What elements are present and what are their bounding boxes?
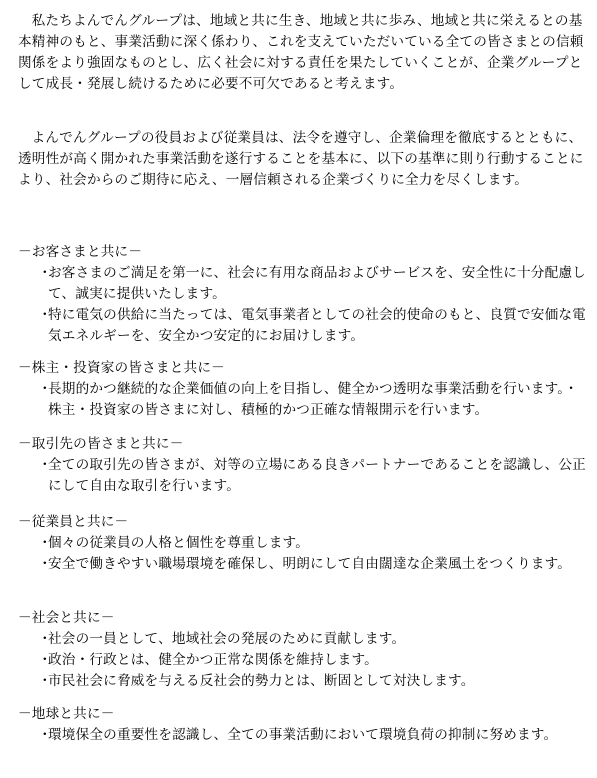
section-customers <box>18 242 588 347</box>
list-item-text: 長期的かつ継続的な企業価値の向上を目指し、健全かつ透明な事業活動を行います。・株主・投資家の皆さまに対し、積極的かつ正確な情報開示を行います。 <box>48 381 579 418</box>
section-heading: －お客さまと共に－ <box>18 244 143 260</box>
bullet-mark: ・ <box>38 535 52 551</box>
list-item-text: 特に電気の供給に当たっては、電気事業者としての社会的使命のもと、良質で安価な電気エネルギーを、安全かつ安定的にお届けします。 <box>48 307 586 344</box>
section-shareholders <box>18 358 588 421</box>
list-item-text: お客さまのご満足を第一に、社会に有用な商品およびサービスを、安全性に十分配慮して、誠実に提供いたします。 <box>48 265 586 302</box>
list-item <box>18 305 588 347</box>
bullet-mark: ・ <box>38 457 52 473</box>
section-heading: －地球と共に－ <box>18 706 115 722</box>
bullet-list <box>18 725 588 746</box>
bullet-mark: ・ <box>38 652 52 668</box>
list-item <box>18 671 588 692</box>
list-item <box>18 379 588 421</box>
list-item <box>18 725 588 746</box>
list-item-text: 全ての取引先の皆さまが、対等の立場にある良きパートナーであることを認識し、公正にして自由な取引を行います。 <box>48 457 586 494</box>
section-heading: －株主・投資家の皆さまと共に－ <box>18 360 225 376</box>
bullet-mark: ・ <box>38 673 52 689</box>
bullet-list <box>18 533 588 575</box>
list-item <box>18 629 588 650</box>
bullet-list <box>18 263 588 347</box>
list-item <box>18 455 588 497</box>
bullet-mark: ・ <box>38 381 52 397</box>
list-item <box>18 533 588 554</box>
list-item-text: 安全で働きやすい職場環境を確保し、明朗にして自由闊達な企業風土をつくります。 <box>48 556 572 572</box>
bullet-mark: ・ <box>38 556 52 572</box>
section-earth <box>18 704 588 746</box>
section-heading: －社会と共に－ <box>18 610 115 626</box>
list-item-text: 政治・行政とは、健全かつ正常な関係を維持します。 <box>48 652 378 668</box>
bullet-list <box>18 455 588 497</box>
bullet-list <box>18 379 588 421</box>
list-item <box>18 554 588 575</box>
section-heading: －従業員と共に－ <box>18 514 129 530</box>
section-heading: －取引先の皆さまと共に－ <box>18 436 184 452</box>
bullet-mark: ・ <box>38 265 52 281</box>
section-employees <box>18 512 588 575</box>
section-partners <box>18 434 588 497</box>
section-society <box>18 608 588 692</box>
bullet-mark: ・ <box>38 727 52 743</box>
bullet-list <box>18 629 588 692</box>
list-item <box>18 650 588 671</box>
intro-paragraph-2: よんでんグループの役員および従業員は、法令を遵守し、企業倫理を徹底するとともに、透明性が高く開かれた事業活動を遂行することを基本に、以下の基準に則り行動することにより、社会からのご期待に応え、一層信頼される企業づくりに全力を尽くします。 <box>18 130 584 188</box>
list-item-text: 個々の従業員の人格と個性を尊重します。 <box>48 535 309 551</box>
bullet-mark: ・ <box>38 307 52 323</box>
intro-paragraph-1: 私たちよんでんグループは、地域と共に生き、地域と共に歩み、地域と共に栄えるとの基本精神のもと、事業活動に深く係わり、これを支えていただいている全ての皆さまとの信頼関係をより強固なものとし、広く社会に対する責任を果たしていくことが、企業グループとして成長・発展し続けるために必要不可欠であると考えます。 <box>18 13 584 92</box>
list-item-text: 社会の一員として、地域社会の発展のために貢献します。 <box>48 631 406 647</box>
list-item-text: 市民社会に脅威を与える反社会的勢力とは、断固として対決します。 <box>48 673 475 689</box>
list-item <box>18 263 588 305</box>
bullet-mark: ・ <box>38 631 52 647</box>
list-item-text: 環境保全の重要性を認識し、全ての事業活動において環境負荷の抑制に努めます。 <box>48 727 558 743</box>
